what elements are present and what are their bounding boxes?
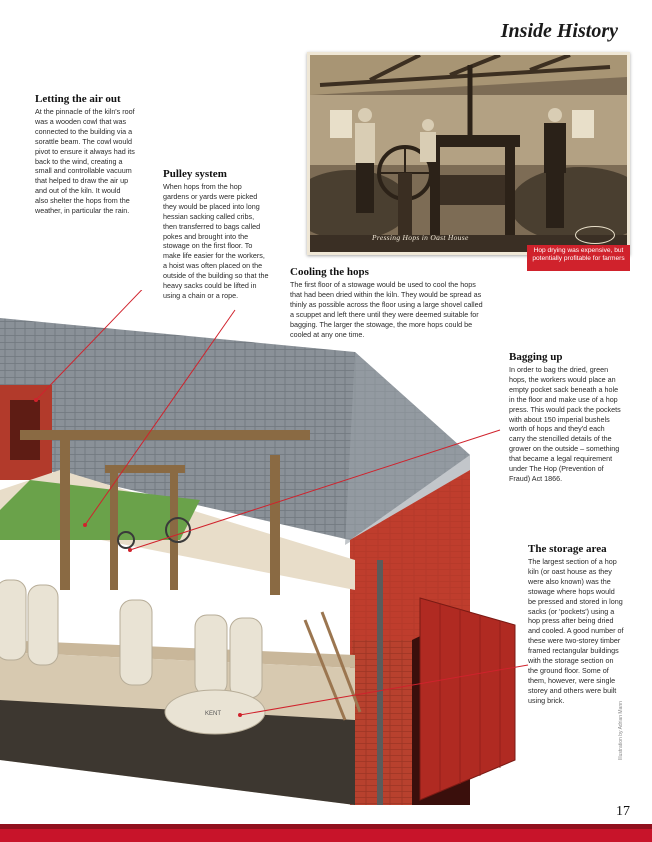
callout-title: Bagging up xyxy=(509,351,563,363)
callout-body: The largest section of a hop kiln (or oast house as they were also known) was the stowage where hops would be pressed and stored in long sacks (or 'pockets') using a hop press after being dried and cooled. A good number of these were two-storey timber framed rectangular buildings with the storage section on the ground floor. Some of them, however, were single storey and others were built using brick. xyxy=(528,557,624,705)
callout-title: The storage area xyxy=(528,543,607,555)
callout-cooling xyxy=(290,266,485,339)
callout-title: Letting the air out xyxy=(35,93,121,105)
callout-body: The first floor of a stowage would be used to cool the hops that had been dried within the kiln. They would be spread as thinly as possible across the floor using a large shovel called a scuppet and left there until they were deemed suitable for bagging. The larger the stowage, the more hops could be cooled at any one time. xyxy=(290,280,483,339)
photo-caption: Pressing Hops in Oast House xyxy=(372,233,469,242)
callout-body: In order to bag the dried, green hops, the workers would place an empty pocket sack beneath a hole in the floor and make use of a hop press. This would pack the pockets with about 150 imperial bushels worth of hops and they'd each carry the stencilled details of the grower on the outside – something that became a legal requirement under The Hop (Prevention of Fraud) Act 1866. xyxy=(509,365,621,483)
callout-storage xyxy=(528,543,624,706)
footer-bar xyxy=(0,824,652,842)
sack-label: KENT xyxy=(205,711,222,717)
historic-photo xyxy=(307,52,630,255)
section-title: Inside History xyxy=(500,20,618,42)
photo-stamp xyxy=(575,226,615,244)
page-number: 17 xyxy=(616,804,630,819)
photo-tag: Hop drying was expensive, but potentially profitable for farmers xyxy=(527,245,630,271)
callout-title: Cooling the hops xyxy=(290,266,369,278)
callout-body: At the pinnacle of the kiln's roof was a wooden cowl that was connected to the building via a sorattle beam. The cowl would pivot to ensure it always had its back to the wind, creating a small and controllable vacuum that helped to draw the air up and out of the kiln. It would also shelter the hops from the weather, in particular the rain. xyxy=(35,107,135,216)
illustration-credit: Illustration by Adrian Mann xyxy=(618,701,624,760)
callout-bagging xyxy=(509,351,621,484)
callout-air xyxy=(35,93,135,216)
photo-scene xyxy=(310,55,627,252)
callout-body: When hops from the hop gardens or yards were picked they would be placed into long hessian sacking called cribs, then transferred to bags called pokes and brought into the stowage on the first floor. To make life easier for the workers, a hoist was often placed on the outside of the building so that the heavy sacks could be lifted in using a chain or a rope. xyxy=(163,182,269,300)
callout-pulley xyxy=(163,168,269,301)
callout-title: Pulley system xyxy=(163,168,227,180)
